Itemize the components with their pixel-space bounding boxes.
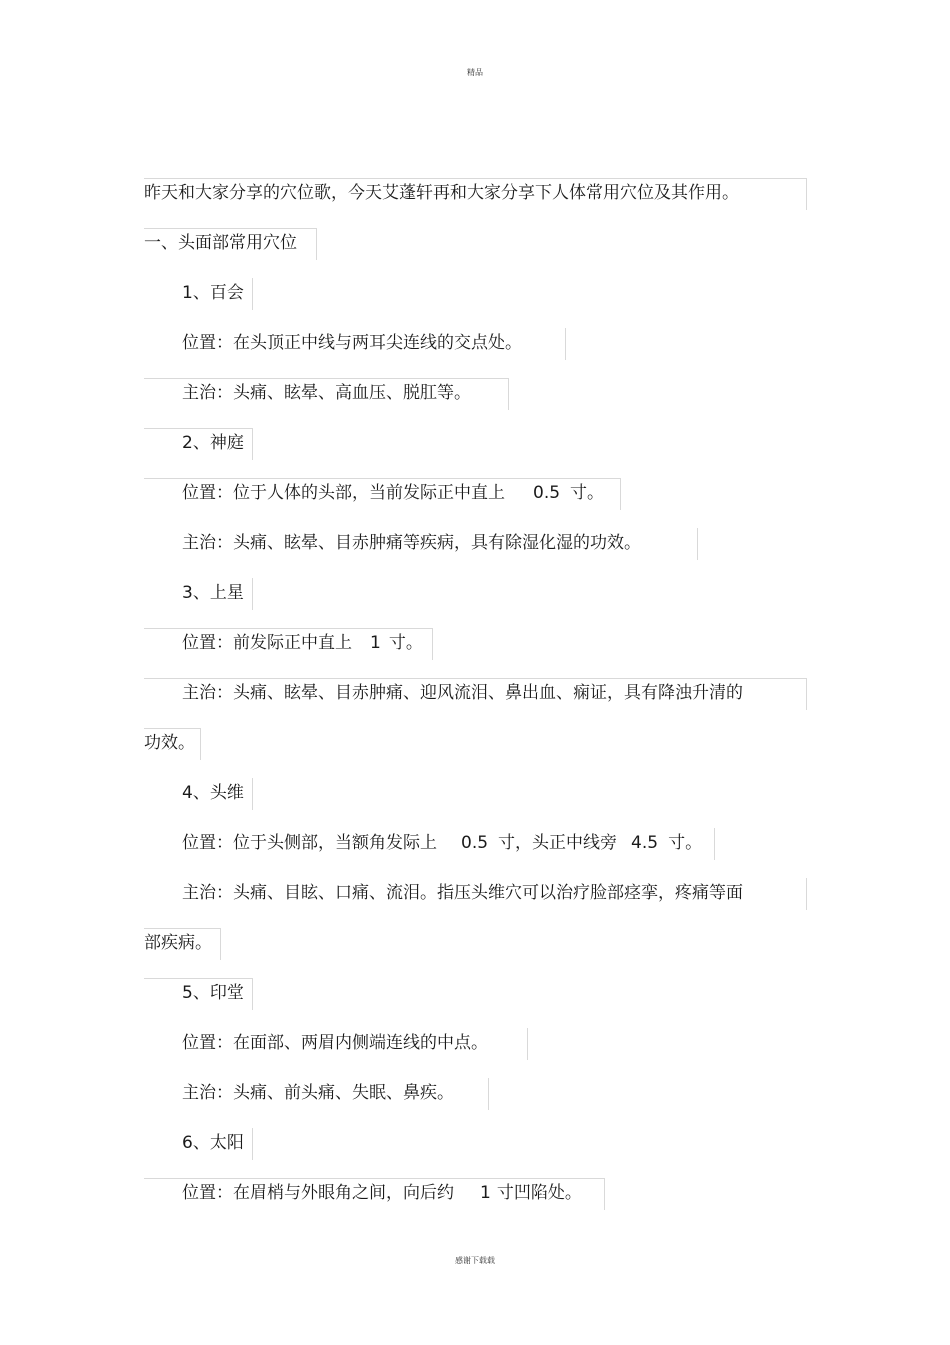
point-location-unit: 寸。 [388,633,423,653]
intro-line [144,178,806,208]
point-heading: 1、百会 [182,283,244,303]
point-treats-line [144,378,508,408]
point-location: 位置：前发际正中直上 [182,633,352,653]
point-location-line [144,828,714,858]
point-heading-line [144,428,252,458]
point-treats-line [144,678,806,708]
point-treats-line [144,1078,488,1108]
point-treats: 主治：头痛、目眩、口痛、流泪。指压头维穴可以治疗脸部痉挛，疼痛等面 [182,883,743,903]
point-heading-line [144,1128,252,1158]
point-treats-continuation: 功效。 [144,733,195,753]
point-heading-line [144,978,252,1008]
page-footer-mark: 感谢下载载 [455,1256,495,1265]
point-treats-line [144,528,697,558]
point-location-line [144,628,432,658]
point-location-value: 0.5 [533,483,561,503]
point-location-unit: 寸凹陷处。 [496,1183,582,1203]
point-treats-continuation-line [144,728,200,758]
point-location-unit: 寸。 [668,833,703,853]
point-location: 位置：位于头侧部，当额角发际上 [182,833,437,853]
point-location: 位置：在面部、两眉内侧端连线的中点。 [182,1033,488,1053]
point-location: 位置：位于人体的头部，当前发际正中直上 [182,483,505,503]
point-location-line [144,1028,527,1058]
point-location-value: 0.5 [461,833,489,853]
point-heading-line [144,278,252,308]
point-heading: 2、神庭 [182,433,244,453]
point-heading: 3、上星 [182,583,244,603]
point-heading-line [144,578,252,608]
point-treats: 主治：头痛、眩晕、目赤肿痛等疾病，具有除湿化湿的功效。 [182,533,641,553]
point-location-unit: 寸。 [570,483,605,503]
section-title: 一、头面部常用穴位 [144,233,297,253]
point-heading: 4、头维 [182,783,244,803]
point-treats-line [144,878,806,908]
point-treats: 主治：头痛、前头痛、失眠、鼻疾。 [182,1083,454,1103]
point-treats: 主治：头痛、眩晕、目赤肿痛、迎风流泪、鼻出血、痫证，具有降浊升清的 [182,683,743,703]
intro-text: 昨天和大家分享的穴位歌，今天艾蓬轩再和大家分享下人体常用穴位及其作用。 [144,183,739,203]
point-heading: 6、太阳 [182,1133,244,1153]
point-location-line [144,1178,604,1208]
point-location-value: 1 [370,633,381,653]
point-location-value: 1 [480,1183,491,1203]
point-heading-line [144,778,252,808]
point-treats: 主治：头痛、眩晕、高血压、脱肛等。 [182,383,471,403]
point-location-line [144,478,620,508]
point-treats-continuation: 部疾病。 [144,933,212,953]
point-location-value: 4.5 [631,833,659,853]
point-treats-continuation-line [144,928,220,958]
section-title-line [144,228,316,258]
point-location: 位置：在眉梢与外眼角之间，向后约 [182,1183,454,1203]
point-location-line [144,328,565,358]
point-location-text: 寸，头正中线旁 [498,833,618,853]
page-header-mark: 精品 [467,68,483,77]
point-location: 位置：在头顶正中线与两耳尖连线的交点处。 [182,333,522,353]
point-heading: 5、印堂 [182,983,244,1003]
